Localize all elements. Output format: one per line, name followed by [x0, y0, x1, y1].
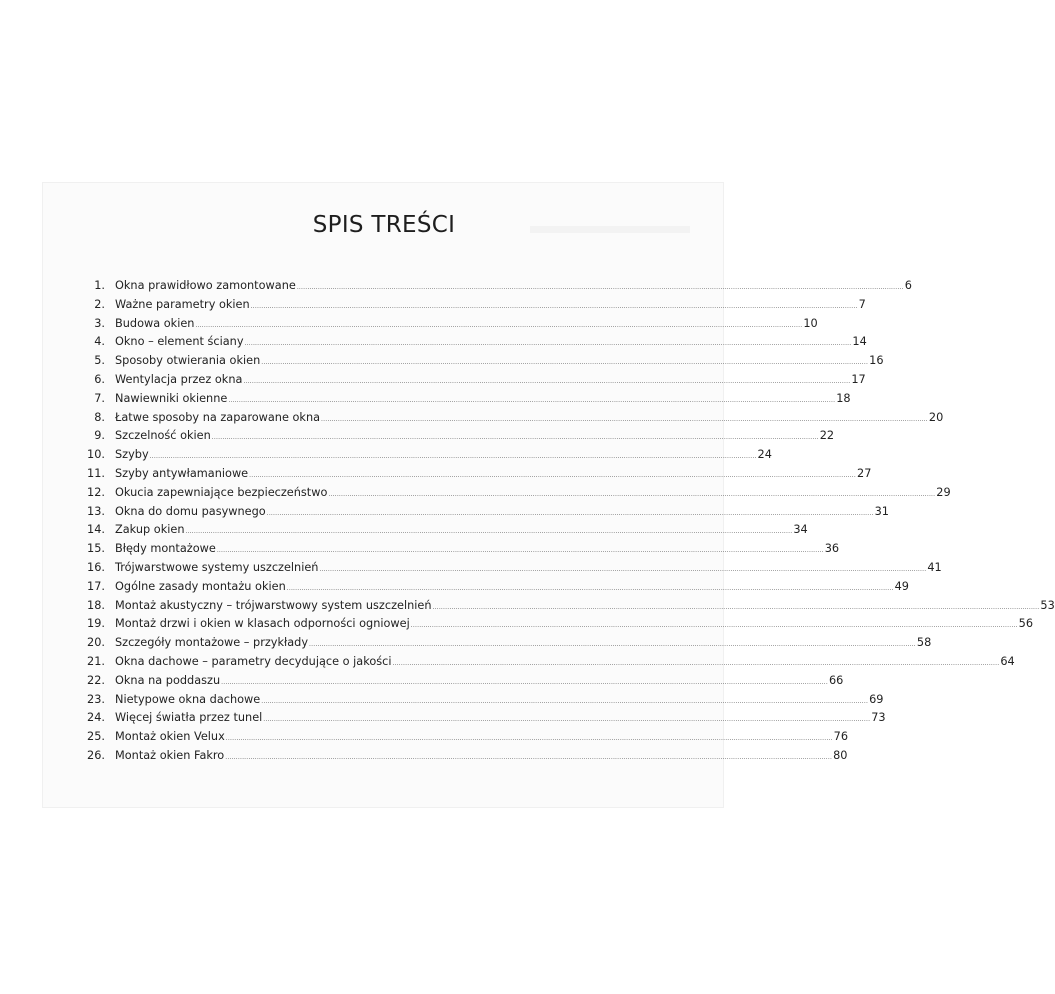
toc-entry — [78, 448, 772, 467]
toc-entry-page: 17 — [851, 372, 866, 386]
toc-entry-title: Trójwarstwowe systemy uszczelnień — [115, 560, 319, 574]
toc-entry-page: 31 — [874, 504, 889, 518]
toc-entry — [78, 542, 840, 561]
toc-entry-title: Nawiewniki okienne — [115, 391, 228, 405]
toc-entry-number: 20. — [87, 636, 105, 650]
toc-entry-page: 53 — [1040, 598, 1055, 612]
toc-entry — [78, 485, 951, 505]
toc-entry-page: 10 — [803, 316, 818, 330]
toc-entry-page: 49 — [894, 579, 909, 593]
toc-entry-title: Szczelność okien — [115, 429, 211, 443]
toc-entry-title: Ważne parametry okien — [115, 297, 250, 311]
toc-entry-title: Okna prawidłowo zamontowane — [115, 279, 296, 292]
toc-entry-page: 18 — [836, 391, 851, 405]
toc-entry-number: 9. — [94, 429, 105, 443]
toc-dot-leader: ................................................................................................................................................................................................................................................................................................ — [392, 659, 1000, 667]
toc-entry-title: Sposoby otwierania okien — [115, 354, 261, 368]
toc-entry-title: Więcej światła przez tunel — [115, 711, 263, 725]
toc-entry-page: 66 — [829, 673, 844, 687]
toc-entry — [78, 335, 867, 354]
toc-entry-title: Montaż akustyczny – trójwarstwowy system uszczelnień — [115, 598, 432, 612]
toc-entry-number: 18. — [87, 598, 105, 612]
toc-entry-page: 14 — [852, 335, 867, 349]
toc-entry-page: 80 — [833, 748, 848, 762]
toc-entry — [78, 354, 884, 373]
toc-entry-number: 4. — [94, 335, 105, 349]
toc-entry — [78, 711, 886, 730]
toc-entry — [78, 391, 851, 411]
toc-entry-number: 13. — [87, 504, 105, 518]
toc-entry-number: 7. — [94, 391, 105, 405]
toc-entry — [78, 730, 849, 749]
toc-entry-page: 76 — [833, 730, 849, 744]
toc-entry-number: 2. — [94, 297, 105, 311]
table-of-contents — [78, 279, 1055, 768]
toc-entry-page: 22 — [819, 429, 835, 443]
toc-entry-page: 16 — [869, 354, 884, 368]
toc-dot-leader: ................................................................................................................................................................................................................................................................................................ — [321, 415, 928, 423]
toc-entry-title: Okno – element ściany — [115, 335, 244, 349]
toc-entry-title: Szyby antywłamaniowe — [115, 466, 249, 480]
toc-dot-leader: ................................................................................................................................................................................................................................................................................................ — [216, 547, 824, 555]
toc-entry-page: 7 — [858, 297, 866, 311]
toc-entry — [78, 617, 1034, 636]
toc-entry — [78, 297, 866, 317]
toc-dot-leader: ................................................................................................................................................................................................................................................................................................ — [263, 716, 871, 724]
toc-entry-number: 8. — [94, 410, 105, 424]
toc-entry — [78, 410, 944, 430]
toc-entry-title: Szyby — [115, 448, 149, 462]
toc-entry-number: 14. — [87, 523, 105, 537]
toc-entry-title: Okna dachowe – parametry decydujące o jakości — [115, 654, 392, 668]
toc-entry-page: 69 — [869, 692, 884, 706]
toc-entry — [78, 748, 848, 768]
toc-entry — [78, 372, 866, 392]
page-title: SPIS TREŚCI — [312, 212, 456, 238]
toc-entry-number: 12. — [87, 485, 105, 499]
toc-entry-title: Błędy montażowe — [115, 542, 216, 556]
toc-dot-leader: ................................................................................................................................................................................................................................................................................................ — [185, 528, 793, 536]
toc-entry-title: Nietypowe okna dachowe — [115, 692, 261, 706]
toc-dot-leader: ................................................................................................................................................................................................................................................................................................ — [261, 359, 869, 367]
toc-entry-title: Montaż okien Fakro — [115, 748, 225, 762]
toc-entry-number: 15. — [87, 542, 105, 556]
toc-dot-leader: ................................................................................................................................................................................................................................................................................................ — [195, 321, 803, 329]
toc-entry — [78, 316, 818, 336]
toc-entry-number: 5. — [94, 354, 105, 368]
toc-entry — [78, 466, 872, 486]
toc-dot-leader: ................................................................................................................................................................................................................................................................................................ — [228, 396, 836, 404]
toc-entry-page: 58 — [916, 636, 932, 650]
toc-entry-page: 27 — [857, 466, 872, 480]
toc-dot-leader: ................................................................................................................................................................................................................................................................................................ — [296, 284, 904, 291]
toc-dot-leader: ................................................................................................................................................................................................................................................................................................ — [225, 735, 833, 743]
toc-dot-leader: ................................................................................................................................................................................................................................................................................................ — [410, 622, 1018, 630]
toc-entry-number: 21. — [87, 654, 105, 668]
toc-entry-number: 26. — [87, 748, 105, 762]
toc-dot-leader: ................................................................................................................................................................................................................................................................................................ — [266, 509, 874, 517]
toc-entry-page: 36 — [824, 542, 840, 556]
toc-entry-number: 6. — [94, 372, 105, 386]
toc-entry-number: 24. — [87, 711, 105, 725]
toc-entry-number: 19. — [87, 617, 105, 631]
toc-entry — [78, 429, 835, 448]
toc-entry-title: Okucia zapewniające bezpieczeństwo — [115, 485, 328, 499]
toc-entry-title: Okna do domu pasywnego — [115, 504, 266, 518]
toc-dot-leader: ................................................................................................................................................................................................................................................................................................ — [286, 584, 894, 592]
toc-entry-title: Zakup okien — [115, 523, 185, 537]
toc-dot-leader: ................................................................................................................................................................................................................................................................................................ — [243, 377, 851, 385]
toc-entry — [78, 279, 912, 298]
toc-entry-page: 6 — [904, 279, 912, 292]
toc-entry — [78, 523, 808, 542]
toc-entry-page: 34 — [793, 523, 808, 537]
toc-dot-leader: ................................................................................................................................................................................................................................................................................................ — [249, 471, 857, 479]
toc-entry-title: Budowa okien — [115, 316, 195, 330]
toc-entry-page: 56 — [1018, 617, 1034, 631]
toc-entry — [78, 673, 844, 693]
toc-entry-number: 17. — [87, 579, 105, 593]
toc-entry — [78, 598, 1055, 618]
toc-entry — [78, 560, 942, 580]
toc-entry-number: 16. — [87, 560, 105, 574]
toc-entry-title: Szczegóły montażowe – przykłady — [115, 636, 309, 650]
toc-entry — [78, 692, 884, 712]
toc-entry-number: 22. — [87, 673, 105, 687]
toc-entry-title: Montaż okien Velux — [115, 730, 225, 744]
toc-entry-title: Okna na poddaszu — [115, 673, 221, 687]
toc-entry-number: 23. — [87, 692, 105, 706]
toc-dot-leader: ................................................................................................................................................................................................................................................................................................ — [211, 434, 819, 442]
toc-dot-leader: ................................................................................................................................................................................................................................................................................................ — [244, 340, 852, 348]
toc-dot-leader: ................................................................................................................................................................................................................................................................................................ — [432, 603, 1040, 611]
toc-entry-page: 64 — [1000, 654, 1015, 668]
toc-dot-leader: ................................................................................................................................................................................................................................................................................................ — [261, 697, 869, 705]
toc-entry — [78, 579, 909, 599]
toc-dot-leader: ................................................................................................................................................................................................................................................................................................ — [250, 302, 858, 310]
toc-entry-title: Łatwe sposoby na zaparowane okna — [115, 410, 321, 424]
toc-entry-number: 11. — [87, 466, 105, 480]
toc-dot-leader: ................................................................................................................................................................................................................................................................................................ — [309, 641, 916, 649]
toc-entry — [78, 654, 1015, 674]
toc-entry-title: Wentylacja przez okna — [115, 372, 243, 386]
toc-entry — [78, 504, 889, 524]
toc-entry-number: 25. — [87, 730, 105, 744]
toc-entry-title: Ogólne zasady montażu okien — [115, 579, 286, 593]
toc-dot-leader: ................................................................................................................................................................................................................................................................................................ — [221, 678, 828, 686]
toc-entry-number: 10. — [87, 448, 105, 462]
toc-entry-page: 29 — [936, 485, 951, 499]
toc-entry-page: 73 — [871, 711, 886, 725]
toc-dot-leader: ................................................................................................................................................................................................................................................................................................ — [225, 753, 833, 761]
toc-entry — [78, 636, 932, 655]
toc-entry-page: 41 — [927, 560, 942, 574]
toc-entry-number: 1. — [94, 279, 105, 292]
toc-entry-page: 20 — [928, 410, 944, 424]
toc-dot-leader: ................................................................................................................................................................................................................................................................................................ — [319, 565, 927, 573]
toc-entry-page: 24 — [757, 448, 772, 462]
toc-dot-leader: ................................................................................................................................................................................................................................................................................................ — [328, 490, 936, 498]
toc-dot-leader: ................................................................................................................................................................................................................................................................................................ — [149, 453, 757, 461]
toc-entry-title: Montaż drzwi i okien w klasach odporności ogniowej — [115, 617, 410, 631]
toc-entry-number: 3. — [94, 316, 105, 330]
